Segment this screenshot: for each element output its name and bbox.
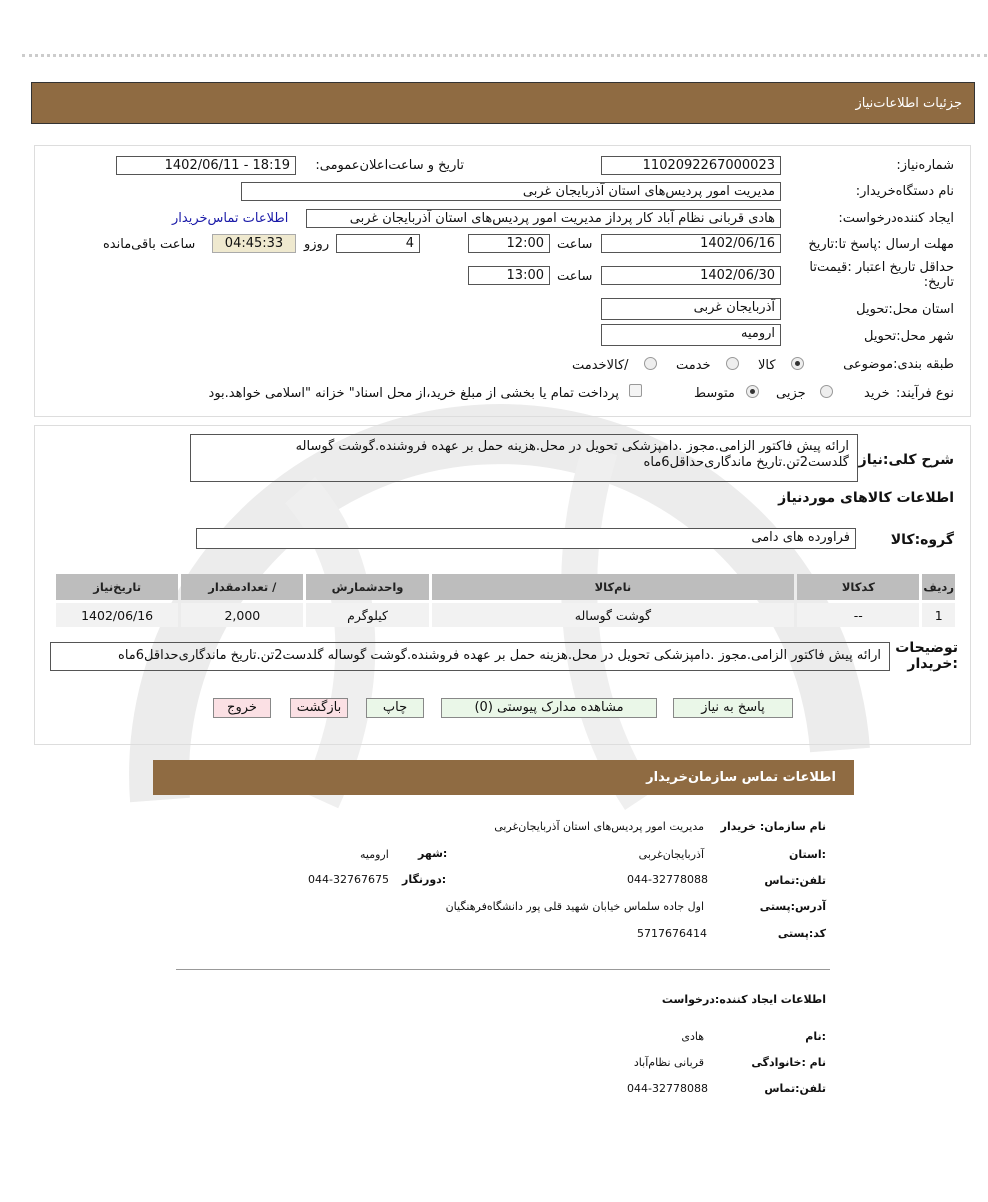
cell-row: 1 [922, 603, 955, 627]
requester-phone-value: 044-32778088 [627, 1082, 708, 1095]
remaining-label: ساعت باقی‌مانده [103, 237, 196, 252]
buyer-notes-label: توضیحات :خریدار [895, 640, 958, 672]
process-option-medium: متوسط [694, 386, 735, 401]
requester-family-value: قربانی نظام‌آباد [633, 1056, 704, 1069]
contact-phone-value: 044-32778088 [627, 873, 708, 886]
summary-text: ارائه پیش فاکتور الزامی.مجوز .دامپزشکی تحویل در محل.هزینه حمل بر عهده فروشنده.گوشت گوساله گلدست2تن.تاریخ ماندگاری‌حداقل6ماه [190, 434, 858, 482]
buyer-notes-text: ارائه پیش فاکتور الزامی.مجوز .دامپزشکی تحویل در محل.هزینه حمل بر عهده فروشنده.گوشت گوساله گلدست2تن.تاریخ ماندگاری‌حداقل6ماه [50, 642, 890, 671]
details-header-bar [31, 82, 975, 124]
contact-divider [176, 969, 830, 970]
deadline-date-field[interactable]: 1402/06/16 [601, 234, 781, 253]
requester-name-value: هادی [681, 1030, 704, 1043]
category-radio-goods[interactable] [791, 357, 804, 370]
category-option-service: خدمت [676, 358, 711, 373]
creator-field[interactable]: هادی قربانی نظام آباد کار پرداز مدیریت امور پردیس‌های استان آذربایجان غربی [306, 209, 781, 228]
back-button[interactable]: بازگشت [290, 698, 348, 718]
cell-need-date: 1402/06/16 [56, 603, 178, 627]
contact-org-value: مدیریت امور پردیس‌های استان آذربایجان‌غربی [494, 820, 704, 833]
creator-label: ایجاد کننده‌درخواست: [838, 211, 954, 226]
table-row [56, 603, 955, 627]
col-name: نام‌کالا [432, 574, 795, 600]
contact-fax-label: :دورنگار [402, 873, 447, 886]
need-no-field[interactable]: 1102092267000023 [601, 156, 781, 175]
category-label: طبقه بندی:موضوعی [843, 357, 954, 372]
contact-province-label: :استان [789, 848, 826, 861]
contact-header-bar [153, 760, 854, 795]
requester-family-label: نام :خانوادگی [751, 1056, 826, 1069]
city-field[interactable]: ارومیه [601, 324, 781, 346]
contact-city-value: ارومیه [360, 848, 389, 861]
deadline-hour-label: ساعت [557, 237, 593, 252]
process-option-buy: خرید [864, 386, 890, 401]
announce-label: تاریخ و ساعت‌اعلان‌عمومی: [315, 158, 464, 173]
buyer-label: نام دستگاه‌خریدار: [855, 184, 954, 199]
buyer-field[interactable]: مدیریت امور پردیس‌های استان آذربایجان غربی [241, 182, 781, 201]
col-quantity: / تعدادمقدار [181, 574, 303, 600]
details-header-title: جزئیات اطلاعات‌نیاز [855, 96, 962, 111]
process-radio-partial[interactable] [820, 385, 833, 398]
contact-postal-value: 5717676414 [637, 927, 707, 940]
cell-unit: کیلوگرم [306, 603, 428, 627]
validity-time-field[interactable]: 13:00 [468, 266, 550, 285]
contact-province-value: آذربایجان‌غربی [638, 848, 704, 861]
payment-note: پرداخت تمام یا بخشی از مبلغ خرید،از محل اسناد" خزانه "اسلامی خواهد.بود [208, 386, 619, 401]
items-table-header [56, 574, 955, 600]
category-radio-both[interactable] [644, 357, 657, 370]
attachments-button[interactable]: مشاهده مدارک پیوستی (0) [441, 698, 657, 718]
summary-label: شرح کلی:نیاز [858, 452, 954, 468]
process-label: نوع فرآیند: [896, 386, 954, 401]
requester-title: اطلاعات ایجاد کننده:درخواست [661, 993, 826, 1006]
payment-checkbox[interactable] [629, 384, 642, 397]
col-need-date: تاریخ‌نیاز [56, 574, 178, 600]
validity-date-field[interactable]: 1402/06/30 [601, 266, 781, 285]
cell-quantity: 2,000 [181, 603, 303, 627]
exit-button[interactable]: خروج [213, 698, 271, 718]
province-label: استان محل:تحویل [856, 302, 954, 317]
col-unit: واحدشمارش [306, 574, 428, 600]
process-option-partial: جزیی [776, 386, 806, 401]
contact-address-value: اول جاده سلماس خیابان شهید قلی پور دانشگاه‌فرهنگیان [445, 900, 704, 913]
requester-phone-label: تلفن:تماس [764, 1082, 826, 1095]
category-radio-service[interactable] [726, 357, 739, 370]
validity-hour-label: ساعت [557, 269, 593, 284]
validity-label: حداقل تاریخ اعتبار :قیمت‌تا تاریخ: [809, 260, 954, 290]
city-label: شهر محل:تحویل [864, 329, 954, 344]
items-table [53, 571, 958, 630]
goods-info-label: اطلاعات کالاهای مورد‌نیاز [778, 490, 954, 506]
col-row: ردیف [922, 574, 955, 600]
province-field[interactable]: آذربایجان غربی [601, 298, 781, 320]
deadline-time-field[interactable]: 12:00 [468, 234, 550, 253]
contact-fax-value: 044-32767675 [308, 873, 389, 886]
deadline-label: مهلت ارسال :پاسخ تا:تاریخ [808, 237, 954, 252]
contact-city-label: :شهر [418, 847, 448, 860]
category-option-both: /کالاخدمت [572, 358, 629, 373]
top-divider [22, 54, 987, 57]
remaining-time: 04:45:33 [212, 234, 296, 253]
contact-address-label: آدرس:پستی [759, 900, 826, 913]
col-code: کدکالا [797, 574, 919, 600]
cell-name: گوشت گوساله [432, 603, 795, 627]
contact-postal-label: کد:پستی [777, 927, 826, 940]
cell-code: -- [797, 603, 919, 627]
process-radio-medium[interactable] [746, 385, 759, 398]
contact-header-title: اطلاعات تماس سازمان‌خریدار [646, 770, 836, 785]
days-field[interactable]: 4 [336, 234, 420, 253]
days-label: روزو [304, 237, 330, 252]
need-no-label: شماره‌نیاز: [896, 158, 954, 173]
reply-button[interactable]: پاسخ به نیاز [673, 698, 793, 718]
contact-org-label: نام سازمان: خریدار [720, 820, 826, 833]
contact-phone-label: تلفن:تماس [764, 874, 826, 887]
category-option-goods: کالا [758, 358, 776, 373]
buyer-contact-link[interactable]: اطلاعات تماس‌خریدار [172, 211, 289, 226]
goods-group-field[interactable]: فراورده های دامی [196, 528, 856, 549]
requester-name-label: :نام [805, 1030, 826, 1043]
goods-group-label: گروه:کالا [890, 532, 954, 548]
announce-field[interactable]: 1402/06/11 - 18:19 [116, 156, 296, 175]
print-button[interactable]: چاپ [366, 698, 424, 718]
